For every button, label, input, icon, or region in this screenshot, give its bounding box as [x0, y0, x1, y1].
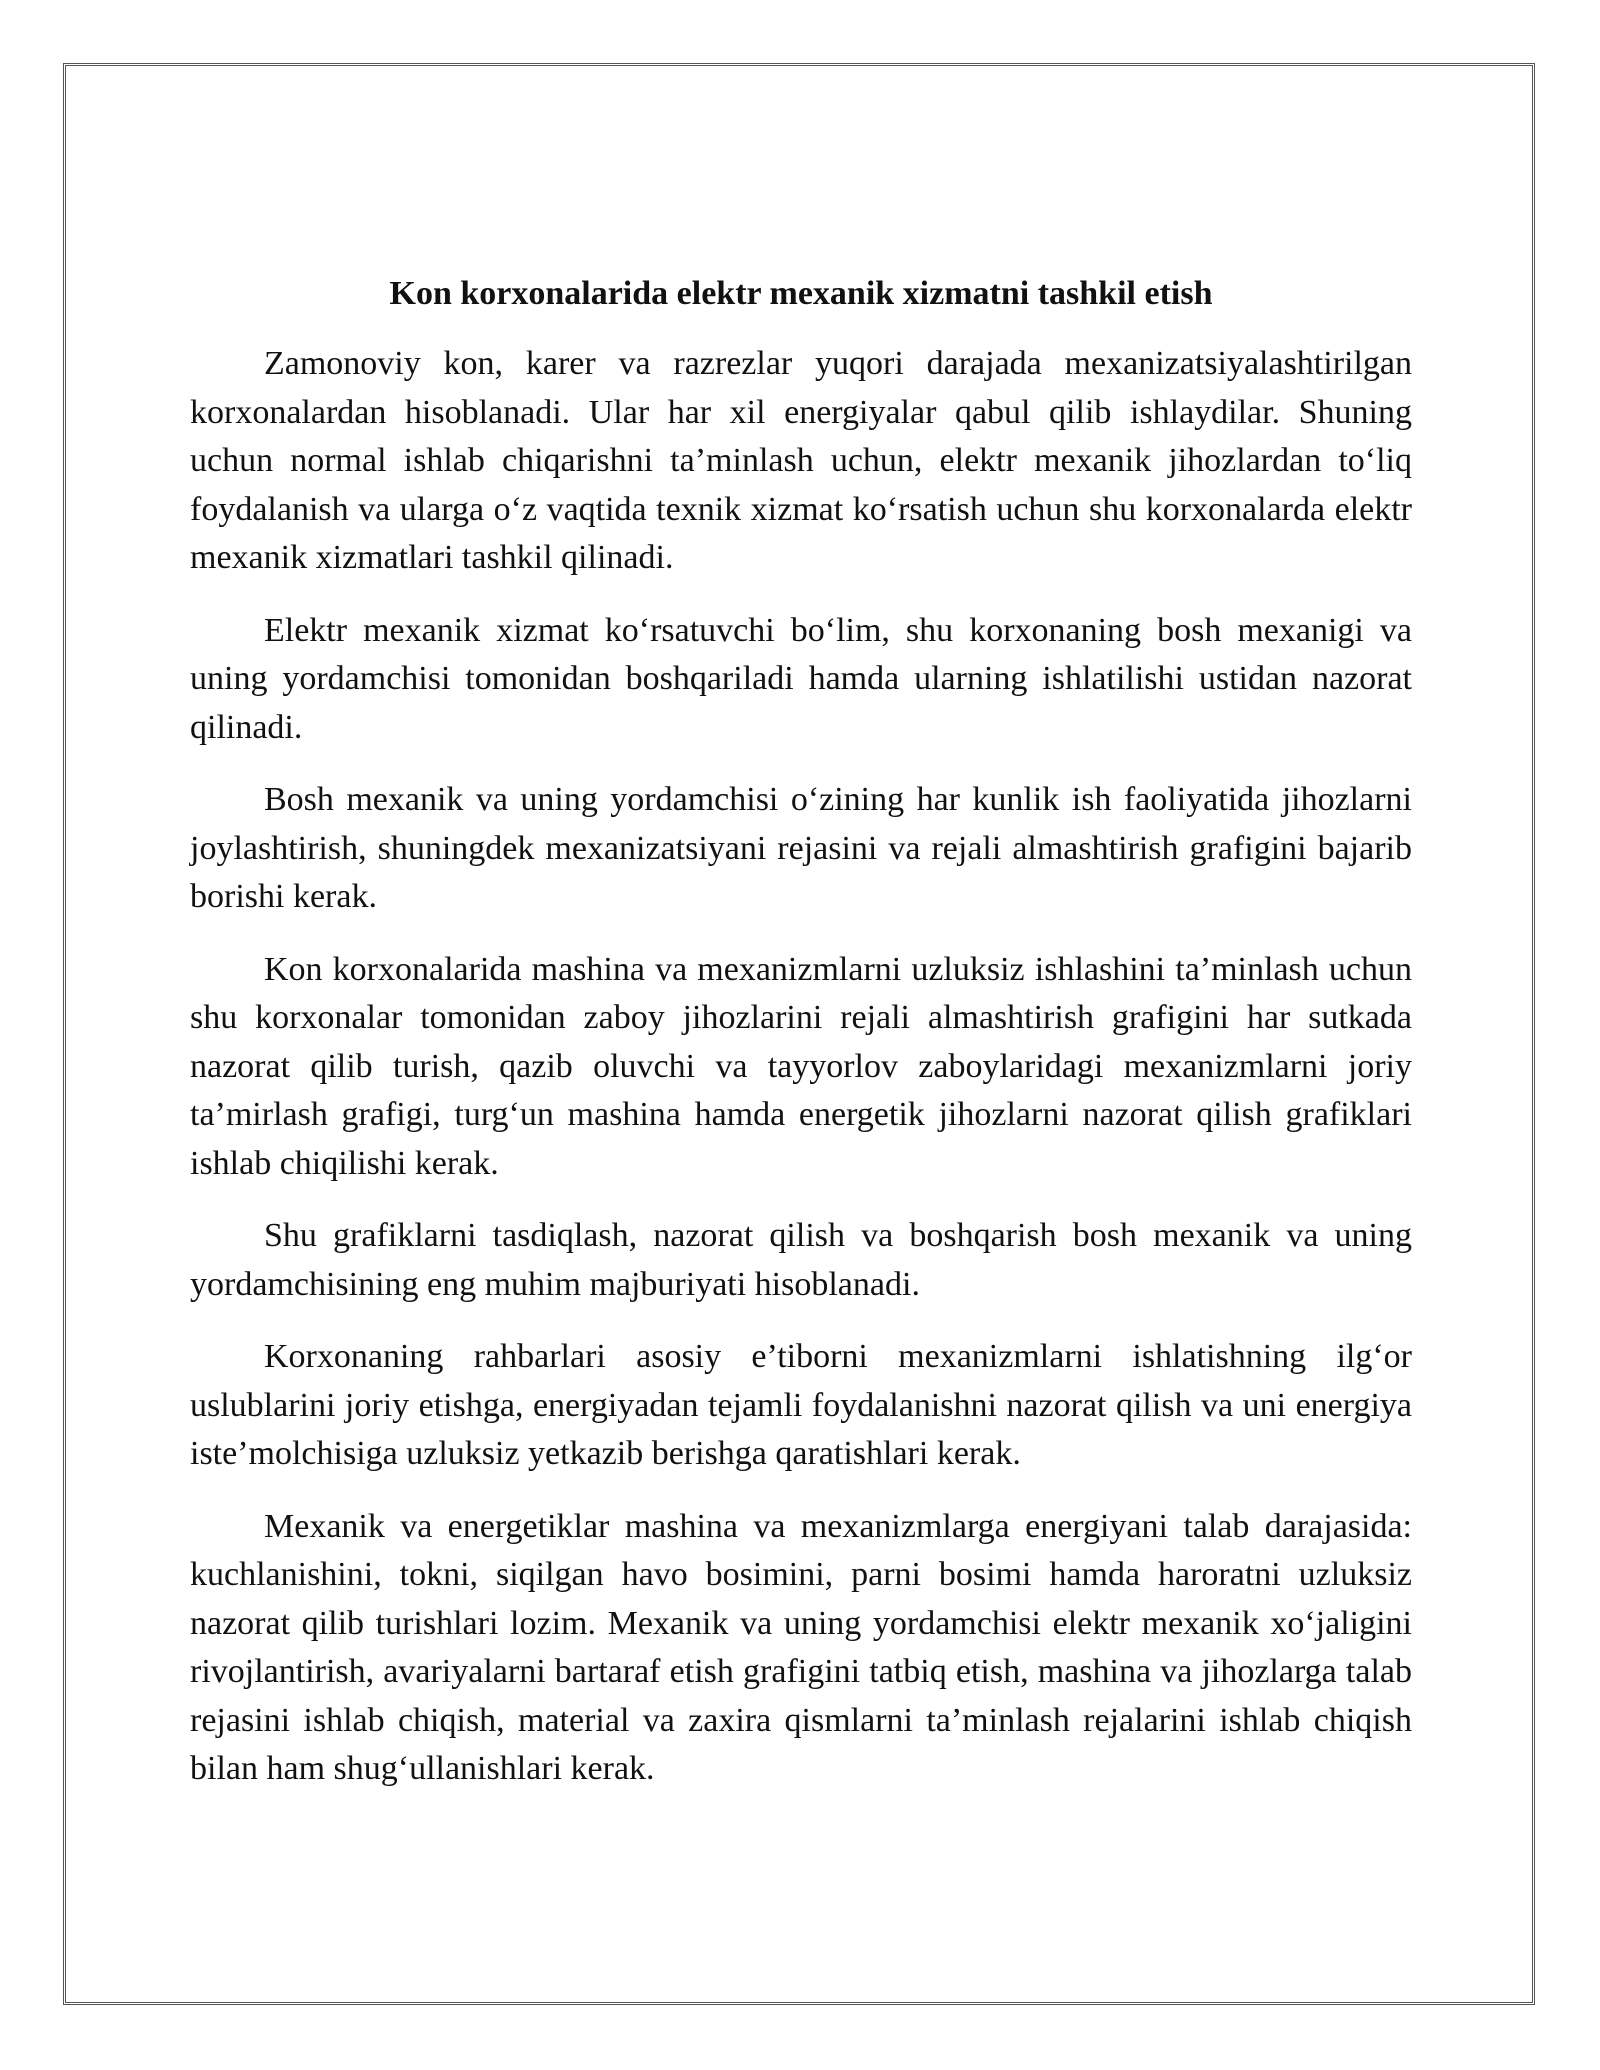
paragraph-2: Elektr mexanik xizmat ko‘rsatuvchi bo‘lim, shu korxonaning bosh mexanigi va uning yordamchisi tomonidan boshqariladi hamda ularning ishlatilishi ustidan nazorat qilinadi. [190, 611, 1412, 746]
paragraph-1: Zamonoviy kon, karer va razrezlar yuqori darajada mexanizatsiyalashtirilgan korxonalardan hisoblanadi. Ular har xil energiyalar qabul qilib ishlaydilar. Shuning uchun normal ishlab chiqarishni ta’minlash uchun, elektr mexanik jihozlardan to‘liq foydalanish va ularga o‘z vaqtida texnik xizmat ko‘rsatish uchun shu korxonalarda elektr mexanik xizmatlari tashkil qilinadi. [190, 345, 1412, 576]
document-body [190, 270, 1412, 1818]
paragraph-4: Kon korxonalarida mashina va mexanizmlarni uzluksiz ishlashini ta’minlash uchun shu korxonalar tomonidan zaboy jihozlarini rejali almashtirish grafigini har sutkada nazorat qilib turish, qazib oluvchi va tayyorlov zaboylaridagi mexanizmlarni joriy ta’mirlash grafigi, turg‘un mashina hamda energetik jihozlarni nazorat qilish grafiklari ishlab chiqilishi kerak. [190, 950, 1412, 1182]
paragraph-5: Shu grafiklarni tasdiqlash, nazorat qilish va boshqarish bosh mexanik va uning yordamchisining eng muhim majburiyati hisoblanadi. [190, 1217, 1412, 1303]
paragraph-6: Korxonaning rahbarlari asosiy e’tiborni mexanizmlarni ishlatishning ilg‘or uslublarini joriy etishga, energiyadan tejamli foydalanishni nazorat qilish va uni energiya iste’molchisiga uzluksiz yetkazib berishga qaratishlari kerak. [190, 1338, 1412, 1472]
document-title: Kon korxonalarida elektr mexanik xizmatni tashkil etish [389, 275, 1213, 312]
paragraph-3: Bosh mexanik va uning yordamchisi o‘zining har kunlik ish faoliyatida jihozlarni joylashtirish, shuningdek mexanizatsiyani rejasini va rejali almashtirish grafigini bajarib borishi kerak. [190, 781, 1412, 915]
paragraph-7: Mexanik va energetiklar mashina va mexanizmlarga energiyani talab darajasida: kuchlanishini, tokni, siqilgan havo bosimini, parni bosimi hamda haroratni uzluksiz nazorat qilib turishlari lozim. Mexanik va uning yordamchisi elektr mexanik xo‘jaligini rivojlantirish, avariyalarni bartaraf etish grafigini tatbiq etish, mashina va jihozlarga talab rejasini ishlab chiqish, material va zaxira qismlarni ta’minlash rejalarini ishlab chiqish bilan ham shug‘ullanishlari kerak. [190, 1507, 1412, 1787]
